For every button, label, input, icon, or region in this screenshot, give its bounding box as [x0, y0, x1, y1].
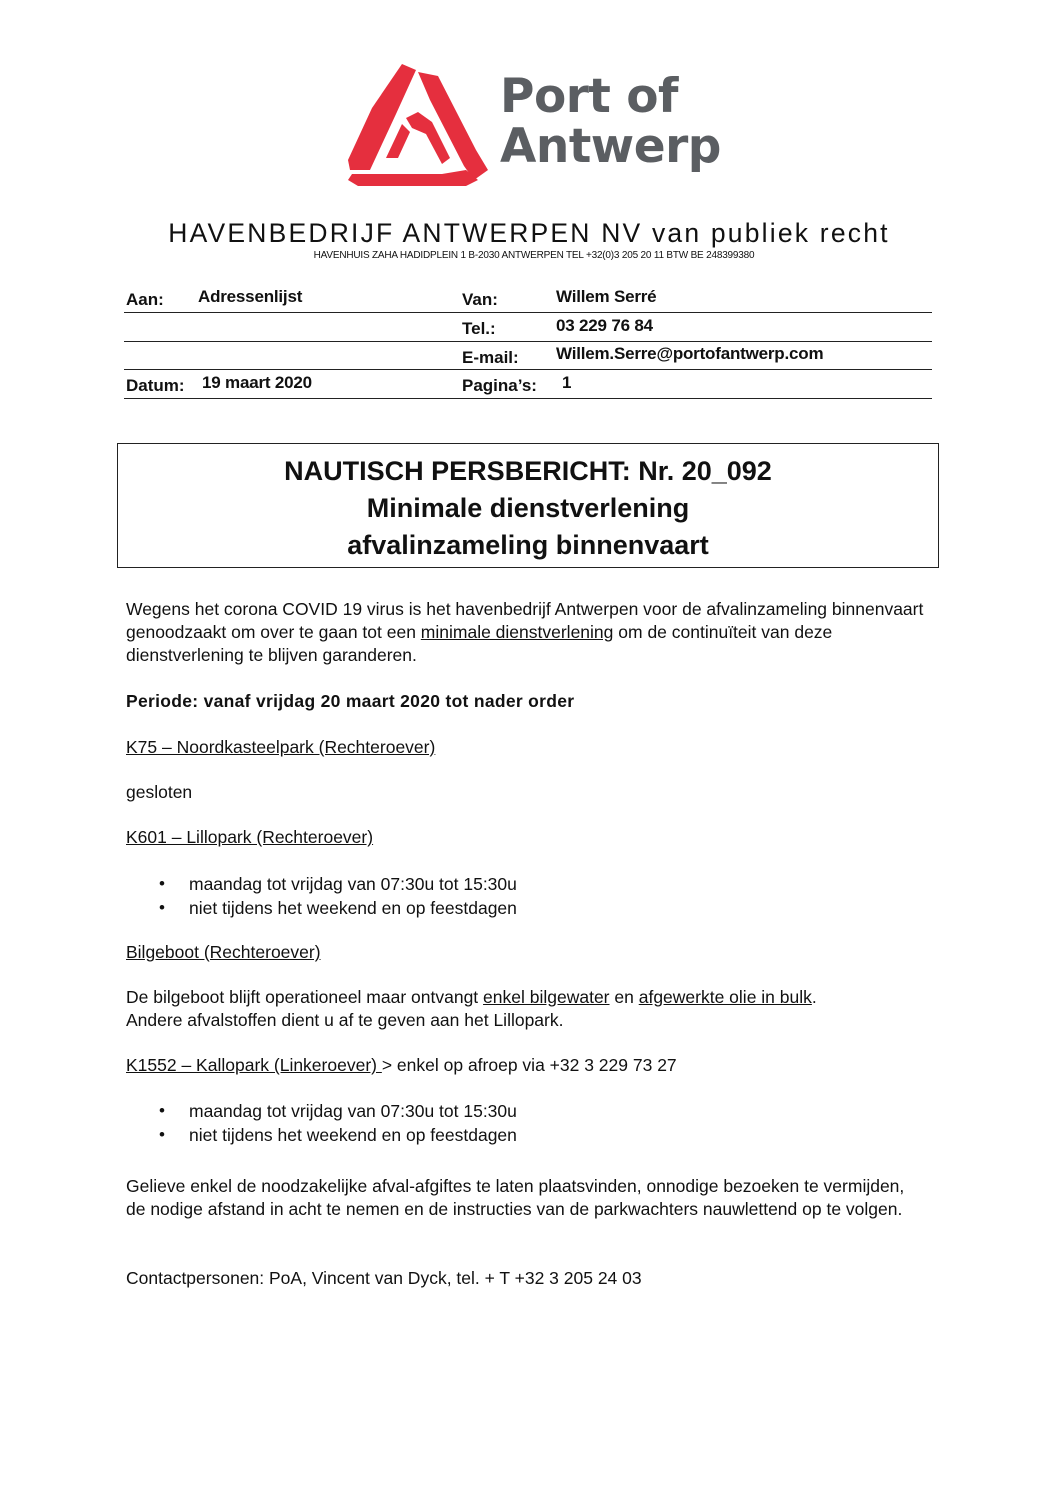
- bullet-icon: •: [159, 1101, 165, 1120]
- paginas-label: Pagina’s:: [462, 376, 537, 395]
- bilge-emphasis-1: enkel bilgewater: [483, 987, 610, 1007]
- list-item: • maandag tot vrijdag van 07:30u tot 15:30u: [159, 1101, 517, 1121]
- organization-address: HAVENHUIS ZAHA HADIDPLEIN 1 B-2030 ANTWERPEN TEL +32(0)3 205 20 11 BTW BE 248399380: [313, 250, 755, 261]
- bilgeboot-paragraph: De bilgeboot blijft operationeel maar ontvangt enkel bilgewater en afgewerkte olie in bulk. Andere afvalstoffen dient u af te geven aan het Lillopark.: [126, 987, 817, 1030]
- aan-label: Aan:: [126, 290, 164, 309]
- tel-label: Tel.:: [462, 319, 496, 338]
- intro-link: minimale dienstverlening: [420, 622, 614, 642]
- press-release-title-box: [117, 443, 939, 568]
- k1552-heading: K1552 – Kallopark (Linkeroever): [126, 1055, 382, 1075]
- bilge-emphasis-2: afgewerkte olie in bulk: [638, 987, 812, 1007]
- header-rule-4: [124, 398, 932, 399]
- k75-status: gesloten: [126, 782, 193, 802]
- email-value[interactable]: Willem.Serre@portofantwerp.com: [556, 344, 824, 363]
- datum-value: 19 maart 2020: [202, 373, 312, 392]
- list-item: • niet tijdens het weekend en op feestdagen: [159, 1125, 517, 1145]
- k75-heading: K75 – Noordkasteelpark (Rechteroever): [126, 737, 436, 757]
- title-line-1: NAUTISCH PERSBERICHT: Nr. 20_092: [284, 456, 772, 486]
- intro-paragraph: [126, 598, 926, 667]
- logo-wordmark: [500, 69, 740, 174]
- tel-value: 03 229 76 84: [556, 316, 653, 335]
- k601-hours-list: [126, 872, 517, 920]
- intro-text-a: Wegens het corona COVID 19 virus is het havenbedrijf Antwerpen voor de afvalinzameling binnenvaart genoodzaakt om over te gaan tot een: [126, 599, 924, 642]
- aan-value: Adressenlijst: [198, 287, 303, 306]
- k1552-line: [126, 1054, 926, 1077]
- list-item: • maandag tot vrijdag van 07:30u tot 15:30u: [159, 874, 517, 894]
- paginas-value: 1: [562, 373, 572, 392]
- periode-line: Periode: vanaf vrijdag 20 maart 2020 tot nader order: [126, 691, 575, 711]
- contact-line: Contactpersonen: PoA, Vincent van Dyck, tel. + T +32 3 205 24 03: [126, 1268, 642, 1288]
- bullet-icon: •: [159, 874, 165, 893]
- logo-line-2: Antwerp: [500, 119, 721, 174]
- van-label: Van:: [462, 290, 498, 309]
- email-label: E-mail:: [462, 348, 519, 367]
- header-rule-3: [124, 369, 932, 370]
- header-rule-2: [124, 341, 932, 342]
- intro-text-b: om de continuïteit van deze dienstverlening te blijven garanderen.: [126, 622, 833, 665]
- bullet-icon: •: [159, 1125, 165, 1144]
- organization-name: HAVENBEDRIJF ANTWERPEN NV van publiek recht: [168, 218, 890, 248]
- bilgeboot-line-2: Andere afvalstoffen dient u af te geven aan het Lillopark.: [126, 1010, 564, 1030]
- k1552-note: > enkel op afroep via +32 3 229 73 27: [381, 1055, 677, 1075]
- bilgeboot-heading: Bilgeboot (Rechteroever): [126, 942, 321, 962]
- van-value: Willem Serré: [556, 287, 657, 306]
- title-line-3: afvalinzameling binnenvaart: [347, 530, 709, 560]
- title-line-2: Minimale dienstverlening: [366, 493, 690, 523]
- list-item: • niet tijdens het weekend en op feestdagen: [159, 898, 517, 918]
- closing-paragraph: Gelieve enkel de noodzakelijke afval-afgiftes te laten plaatsvinden, onnodige bezoeken te vermijden, de nodige afstand in acht te nemen en de instructies van de parkwachters nauwlettend op te volgen.: [126, 1176, 905, 1219]
- bullet-icon: •: [159, 898, 165, 917]
- datum-label: Datum:: [126, 376, 185, 395]
- logo-line-1: Port of: [500, 69, 678, 124]
- k601-heading: K601 – Lillopark (Rechteroever): [126, 827, 374, 847]
- k1552-hours-list: [126, 1099, 517, 1147]
- port-of-antwerp-logo-icon: [346, 62, 490, 186]
- header-rule-1: [124, 312, 932, 313]
